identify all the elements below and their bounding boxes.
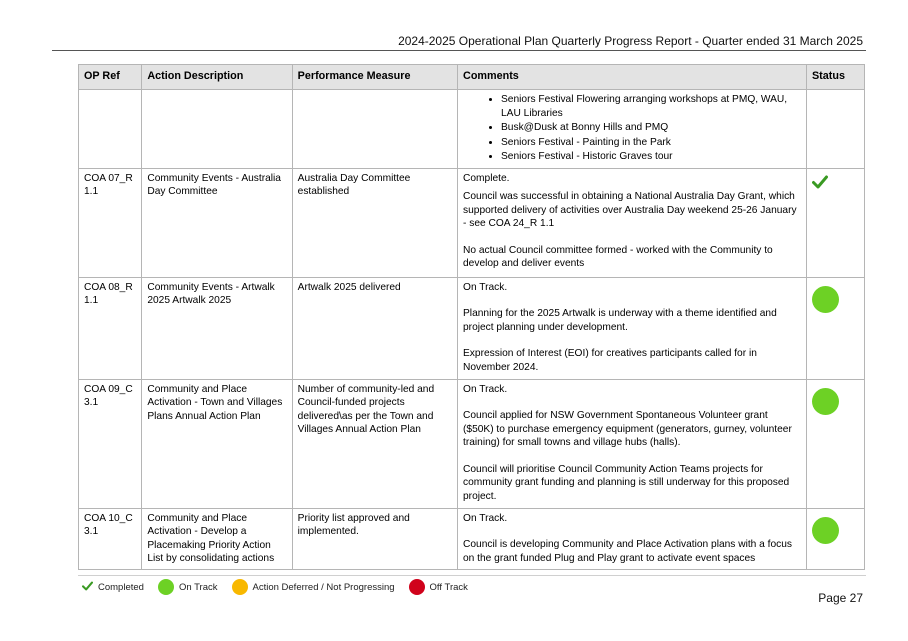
comment-paragraph: Council was successful in obtaining a National Australia Day Grant, which supported delivery of activities over Australia Day weekend 25-26 January - see COA 24_R 1.1	[463, 191, 797, 229]
measure-cell: Priority list approved and implemented.	[292, 508, 457, 569]
comment-paragraph: On Track.	[463, 281, 508, 293]
comment-paragraph: Expression of Interest (EOI) for creatives participants called for in November 2024.	[463, 348, 757, 373]
measure-cell: Australia Day Committee established	[292, 168, 457, 277]
red-dot-icon	[409, 579, 425, 595]
ref-cell: COA 10_C 3.1	[79, 508, 142, 569]
status-cell	[806, 277, 864, 379]
column-header-status: Status	[806, 65, 864, 90]
column-header-op-ref: OP Ref	[79, 65, 142, 90]
comment-paragraph: Council is developing Community and Place Activation plans with a focus on the grant funded Plug and Play grant to activate event spaces	[463, 539, 793, 564]
legend-label: On Track	[178, 581, 218, 593]
column-header-performance-measure: Performance Measure	[292, 65, 457, 90]
column-header-comments: Comments	[458, 65, 807, 90]
legend-item-on-track	[158, 579, 218, 595]
ref-cell: COA 08_R 1.1	[79, 277, 142, 379]
page-number: Page 27	[818, 591, 863, 605]
green-dot-icon	[158, 579, 174, 595]
status-cell	[806, 508, 864, 569]
column-header-action-description: Action Description	[142, 65, 292, 90]
check-icon	[82, 581, 93, 594]
comments-cell	[458, 277, 807, 379]
ref-cell	[79, 90, 142, 169]
green-dot-icon	[812, 517, 839, 544]
description-cell: Community Events - Australia Day Committee	[142, 168, 292, 277]
comment-bullet-list	[463, 93, 801, 164]
table-header-row	[79, 65, 865, 90]
legend-item-off-track	[409, 579, 468, 595]
green-dot-icon	[812, 388, 839, 415]
status-cell	[806, 168, 864, 277]
comment-paragraph: On Track.	[463, 383, 508, 395]
ref-cell: COA 09_C 3.1	[79, 379, 142, 508]
table-row	[79, 379, 865, 508]
measure-cell: Artwalk 2025 delivered	[292, 277, 457, 379]
legend-item-deferred	[232, 579, 395, 595]
legend-label: Off Track	[429, 581, 468, 593]
comment-bullet: • Seniors Festival - Painting in the Park	[501, 136, 801, 150]
header-divider	[52, 50, 866, 51]
comment-paragraph: On Track.	[463, 512, 508, 524]
comment-bullet: • Seniors Festival - Historic Graves tour	[501, 150, 801, 164]
table-row-continued	[79, 90, 865, 169]
amber-dot-icon	[232, 579, 248, 595]
green-dot-icon	[812, 286, 839, 313]
ref-cell: COA 07_R 1.1	[79, 168, 142, 277]
comment-paragraph: Council applied for NSW Government Spontaneous Volunteer grant ($50K) to purchase emergency equipment (generators, gurney, volunteer training) for small towns and village hubs (halls).	[463, 410, 792, 448]
table-row	[79, 277, 865, 379]
description-cell: Community and Place Activation - Develop a Placemaking Priority Action List by consolidating actions	[142, 508, 292, 569]
comments-cell	[458, 168, 807, 277]
comment-paragraph: Council will prioritise Council Community Action Teams projects for community grant funding and planning is still underway for this proposed project.	[463, 463, 790, 502]
report-title: 2024-2025 Operational Plan Quarterly Progress Report - Quarter ended 31 March 2025	[398, 34, 863, 48]
legend-divider	[78, 575, 866, 576]
description-cell: Community and Place Activation - Town and Villages Plans Annual Action Plan	[142, 379, 292, 508]
comment-bullet: • Busk@Dusk at Bonny Hills and PMQ	[501, 121, 801, 135]
legend-label: Action Deferred / Not Progressing	[252, 581, 395, 593]
check-icon	[812, 175, 828, 194]
comment-paragraph: Planning for the 2025 Artwalk is underway with a theme identified and project planning under development.	[463, 308, 777, 333]
comment-paragraph: No actual Council committee formed - worked with the Community to develop and deliver events	[463, 244, 773, 269]
comment-bullet: • Seniors Festival Flowering arranging workshops at PMQ, WAU, LAU Libraries	[501, 93, 801, 120]
table-row	[79, 508, 865, 569]
status-legend	[82, 579, 482, 595]
operational-plan-table	[78, 64, 865, 570]
status-cell	[806, 379, 864, 508]
comments-cell	[458, 90, 807, 169]
description-cell	[142, 90, 292, 169]
table-row	[79, 168, 865, 277]
comments-cell	[458, 508, 807, 569]
description-cell: Community Events - Artwalk 2025 Artwalk 2025	[142, 277, 292, 379]
comment-paragraph: Complete.	[463, 172, 510, 184]
legend-label: Completed	[98, 581, 144, 593]
status-cell	[806, 90, 864, 169]
legend-item-completed	[82, 581, 144, 594]
comments-cell	[458, 379, 807, 508]
measure-cell	[292, 90, 457, 169]
measure-cell: Number of community-led and Council-funded projects delivered\as per the Town and Villages Annual Action Plan	[292, 379, 457, 508]
